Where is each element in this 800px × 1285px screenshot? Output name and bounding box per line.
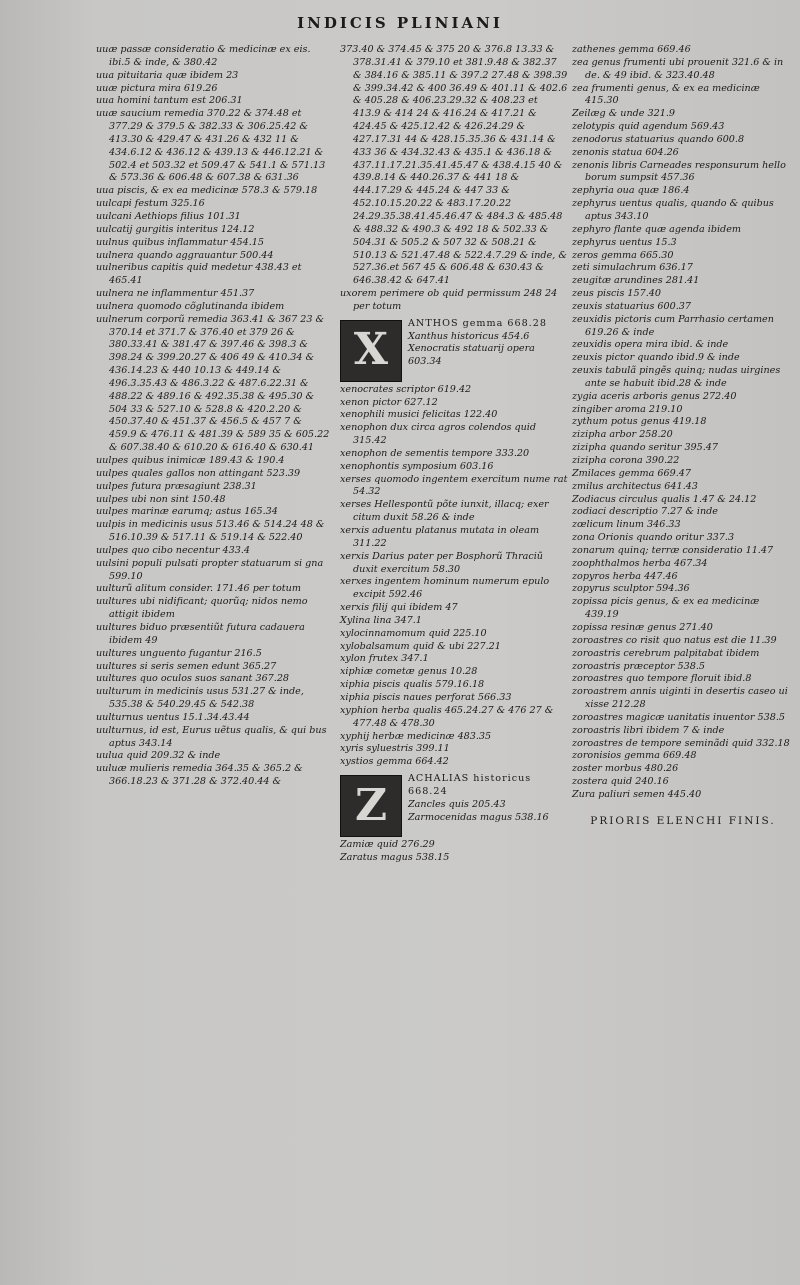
index-entry: uulturnus uentus 15.1.34.43.44 [96,711,250,723]
index-entry: zeuxis pictor quando ibid.9 & inde [572,352,740,364]
index-entry: xenon pictor 627.12 [340,396,438,408]
column-2-bottom [340,839,568,865]
index-entry: Xylina lina 347.1 [340,614,422,626]
index-entry: zoronisios gemma 669.48 [572,750,697,762]
index-entry: Zancles quis 205.43 [408,798,506,810]
index-entry: zythum potus genus 419.18 [572,416,707,428]
index-entry: zizipha corona 390.22 [572,455,680,466]
index-entry: zeros gemma 665.30 [572,249,674,261]
index-entry: zoster morbus 480.26 [572,763,679,775]
index-entry: uua piscis, & ex ea medicinæ 578.3 & 579.18 [96,185,318,197]
index-entry: zopissa resinæ genus 271.40 [572,621,713,633]
index-entry: zopyros herba 447.46 [572,570,678,582]
index-entry: Xenocratis statuarij opera 603.34 [408,343,535,368]
index-column-3 [572,44,794,829]
index-entry: uulpes ubi non sint 150.48 [96,493,226,505]
index-entry: xenocrates scriptor 619.42 [340,383,472,395]
index-entry: zona Orionis quando oritur 337.3 [572,532,735,544]
index-entry: uulcani Aethiops filius 101.31 [96,210,241,222]
index-entry: zephyrus uentus qualis, quando & quibus aptus 343.10 [572,198,774,222]
index-entry: xiphia piscis qualis 579.16.18 [340,679,485,691]
index-entry: zygia aceris arboris genus 272.40 [572,390,737,402]
index-entry: xiphia piscis naues perforat 566.33 [340,691,512,703]
running-header: INDICIS PLINIANI [297,14,503,32]
index-entry: uulcatij gurgitis interitus 124.12 [96,223,255,235]
index-entry: uulturum in medicinis usus 531.27 & inde, 535.38 & 540.29.45 & 542.38 [96,686,304,711]
index-entry: zizipha arbor 258.20 [572,429,673,441]
index-entry: uulua quid 209.32 & inde [96,750,221,762]
index-entry: uxorem perimere ob quid permissum 248 24 per totum [340,288,558,312]
index-entry: zoroastris libri ibidem 7 & inde [572,724,725,736]
decorated-initial-z: Z [340,775,402,837]
index-entry: zea genus frumenti ubi prouenit 321.6 & in de. & 49 ibid. & 323.40.48 [572,56,784,81]
index-entry: uulpes quales gallos non attingant 523.39 [96,467,301,479]
index-entry: xyphion herba qualis 465.24.27 & 476 27 & 477.48 & 478.30 [340,704,554,729]
index-entry: zephyria oua quæ 186.4 [572,185,690,197]
index-entry: xerses Hellespontũ põte iunxit, illacq; exer citum duxit 58.26 & inde [340,499,549,524]
index-entry: zenodorus statuarius quando 600.8 [572,133,745,145]
index-entry: uulneribus capitis quid medetur 438.43 et 465.41 [96,262,302,287]
index-entry: zostera quid 240.16 [572,776,669,788]
letter-section-z [340,773,568,837]
index-entry: zephyro flante quæ agenda ibidem [572,223,741,235]
index-entry: zeuxis tabulã pingẽs quinq; nudas uirgines ante se habuit ibid.28 & inde [572,365,781,389]
index-entry: xystios gemma 664.42 [340,756,449,768]
index-entry: uulnera ne inflammentur 451.37 [96,288,255,300]
index-entry: zœlicum linum 346.33 [572,519,681,531]
index-entry: xerses quomodo ingentem exercitum nume rat 54.32 [340,473,568,498]
index-entry: xylon frutex 347.1 [340,653,429,665]
index-entry: uultures unguento fugantur 216.5 [96,647,262,659]
index-entry: uua pituitaria quæ ibidem 23 [96,69,239,81]
index-entry: zeugitæ arundines 281.41 [572,275,700,287]
index-entry: zoophthalmos herba 467.34 [572,557,708,569]
index-entry: xyris syluestris 399.11 [340,743,450,755]
index-entry: uulnus quibus inflammatur 454.15 [96,236,264,248]
index-entry: ACHALIAS historicus 668.24 [408,773,532,797]
index-entry: zopyrus sculptor 594.36 [572,583,690,595]
index-entry: zenonis statua 604.26 [572,146,679,158]
index-entry: Zaratus magus 538.15 [340,851,450,863]
index-entry: zea frumenti genus, & ex ea medicinæ 415.30 [572,82,760,107]
index-entry: zizipha quando seritur 395.47 [572,442,719,454]
index-entry: xiphiæ cometæ genus 10.28 [340,666,478,678]
index-entry: ANTHOS gemma 668.28 [408,317,547,329]
index-entry: zopissa picis genus, & ex ea medicinæ 439.19 [572,596,760,621]
index-entry: zenonis libris Carneades responsurum hello borum sumpsit 457.36 [572,159,786,184]
index-entry: xenophon dux circa agros colendos quid 315.42 [340,422,537,447]
index-entry: zoroastres de tempore seminãdi quid 332.18 [572,737,790,749]
index-column-1 [96,44,332,789]
index-entry: zodiaci descriptio 7.27 & inde [572,506,718,518]
letter-section-x [340,318,568,382]
index-entry: zeuxis statuarius 600.37 [572,300,691,312]
index-entry: uultures quo oculos suos sanant 367.28 [96,673,290,685]
index-entry: Zodiacus circulus qualis 1.47 & 24.12 [572,493,757,505]
index-entry: Zmilaces gemma 669.47 [572,467,691,479]
index-entry: uulpes marinæ earumq; astus 165.34 [96,506,278,518]
index-entry: xylobalsamum quid & ubi 227.21 [340,640,501,652]
index-entry: uuluæ mulieris remedia 364.35 & 365.2 & 366.18.23 & 371.28 & 372.40.44 & [96,763,303,788]
index-entry: uuæ saucium remedia 370.22 & 374.48 et 377.29 & 379.5 & 382.33 & 306.25.42 & 413.30 & 429.47 & 431.26 & 432 11 & 434.6.12 & 436.12 & 439.13 & 446.12.21 & 502.4 et 503.32 et 509.47 & 541.1 & 571.13 & 573.36 & 606.48 & 607.38 & 631.36 [96,108,326,184]
index-entry: zoroastres co risit quo natus est die 11.39 [572,634,777,646]
index-entry: zonarum quinq; terræ consideratio 11.47 [572,544,774,556]
index-entry: zeti simulachrum 636.17 [572,262,693,274]
index-entry: xyphij herbæ medicinæ 483.35 [340,730,492,742]
index-entry: Xanthus historicus 454.6 [408,330,530,342]
index-entry: uulnera quando aggrauantur 500.44 [96,249,274,261]
index-entry: zeus piscis 157.40 [572,288,661,300]
index-entry: zathenes gemma 669.46 [572,44,691,55]
index-entry: xerxis aduentu platanus mutata in oleam 311.22 [340,525,540,549]
index-entry: uulnera quomodo cõglutinanda ibidem [96,300,285,312]
index-entry: uultures si seris semen edunt 365.27 [96,660,277,672]
index-entry: zoroastris præceptor 538.5 [572,660,705,672]
index-entry: zoroastris cerebrum palpitabat ibidem [572,647,760,659]
index-entry: Zarmocenidas magus 538.16 [408,811,549,823]
index-entry: Zeilæg & unde 321.9 [572,108,675,120]
index-entry: zoroastres quo tempore floruit ibid.8 [572,673,752,685]
index-entry: xenophon de sementis tempore 333.20 [340,447,530,459]
index-entry: uuæ pictura mira 619.26 [96,82,218,94]
index-entry: zelotypis quid agendum 569.43 [572,121,725,133]
index-entry: xenophontis symposium 603.16 [340,460,494,472]
index-entry: zmilus architectus 641.43 [572,480,698,492]
index-entry: xerxis Darius pater per Bosphorũ Thraciũ duxit exercitum 58.30 [340,550,543,575]
index-entry: xerxis filij qui ibidem 47 [340,602,458,614]
index-entry: zeuxidis opera mira ibid. & inde [572,339,729,351]
index-entry: uulnerum corporũ remedia 363.41 & 367 23 & 370.14 et 371.7 & 376.40 et 379 26 & 380.33.41 & 381.47 & 397.46 & 398.3 & 398.24 & 399.20.27 & 406 49 & 410.34 & 436.14.23 & 440 10.13 & 449.14 & 496.3.35.43 & 486.3.22 & 487.6.22.31 & 488.22 & 489.16 & 492.35.38 & 495.30 & 504 33 & 527.10 & 528.8 & 420.2.20 & 450.37.40 & 451.37 & 456.5 & 457 7 & 459.9 & 476.11 & 481.39 & 589 35 & 605.22 & 607.38.40 & 610.20 & 616.40 & 630.41 [96,313,330,454]
index-column-2 [340,44,568,865]
column-3-entries [572,44,794,802]
index-entry: uulpes futura præsagiunt 238.31 [96,480,257,492]
index-entry: zoroastres magicæ uanitatis inuentor 538.5 [572,711,786,723]
column-2-top [340,44,568,314]
index-entry: uulpes quibus inimicæ 189.43 & 190.4 [96,455,285,466]
index-entry: uulturũ alitum consider. 171.46 per totum [96,583,301,595]
index-entry: uua homini tantum est 206.31 [96,95,243,107]
index-entry: xerxes ingentem hominum numerum epulo excipit 592.46 [340,576,550,601]
index-entry: Zamiæ quid 276.29 [340,839,435,851]
decorated-initial-x: X [340,320,402,382]
index-entry: zeuxidis pictoris cum Parrhasio certamen 619.26 & inde [572,313,774,338]
index-entry: 373.40 & 374.45 & 375 20 & 376.8 13.33 & 378.31.41 & 379.10 et 381.9.48 & 382.37 & 384.16 & 385.11 & 397.2 27.48 & 398.39 & 399.34.42 & 400 36.49 & 401.11 & 402.6 & 405.28 & 406.23.29.32 & 408.23 et 413.9 & 414 24 & 416.24 & 417.21 & 424.45 & 425.12.42 & 426.24.29 & 427.17.31 44 & 428.15.35.36 & 431.14 & 433 36 & 434.32.43 & 435.1 & 436.18 & 437.11.17.21.35.41.45.47 & 438.4.15 40 & 439.8.14 & 440.26.37 & 441 18 & 444.17.29 & 445.24 & 447 33 & 452.10.15.20.22 & 483.17.20.22 24.29.35.38.41.45.46.47 & 484.3 & 485.48 & 488.32 & 490.3 & 492 18 & 502.33 & 504.31 & 505.2 & 507 32 & 508.21 & 510.13 & 521.47.48 & 522.4.7.29 & inde, & 527.36.et 567 45 & 606.48 & 630.43 & 646.38.42 & 647.41 [340,44,568,287]
index-entry: uulsini populi pulsati propter statuarum si gna 599.10 [96,557,324,582]
index-entry: zephyrus uentus 15.3 [572,236,677,248]
index-entry: zingiber aroma 219.10 [572,403,683,415]
index-entry: uuæ passæ consideratio & medicinæ ex eis. ibi.5 & inde, & 380.42 [96,44,311,68]
index-entry: zoroastrem annis uiginti in desertis caseo ui xisse 212.28 [572,686,788,711]
index-entry: uulturnus, id est, Eurus uẽtus qualis, & qui bus aptus 343.14 [96,724,327,749]
index-entry: uultures ubi nidificant; quorũq; nidos nemo attigit ibidem [96,596,308,621]
index-entry: Zura paliuri semen 445.40 [572,788,702,800]
finis-note: PRIORIS ELENCHI FINIS. [590,814,776,827]
column-2-mid [340,384,568,769]
index-entry: uulpis in medicinis usus 513.46 & 514.24 48 & 516.10.39 & 517.11 & 519.14 & 522.40 [96,519,325,544]
index-entry: xylocinnamomum quid 225.10 [340,627,487,639]
index-entry: uultures biduo præsentiũt futura cadauera ibidem 49 [96,621,305,646]
index-entry: xenophili musici felicitas 122.40 [340,409,498,421]
index-entry: uulcapi festum 325.16 [96,198,205,210]
index-entry: uulpes quo cibo necentur 433.4 [96,544,250,556]
